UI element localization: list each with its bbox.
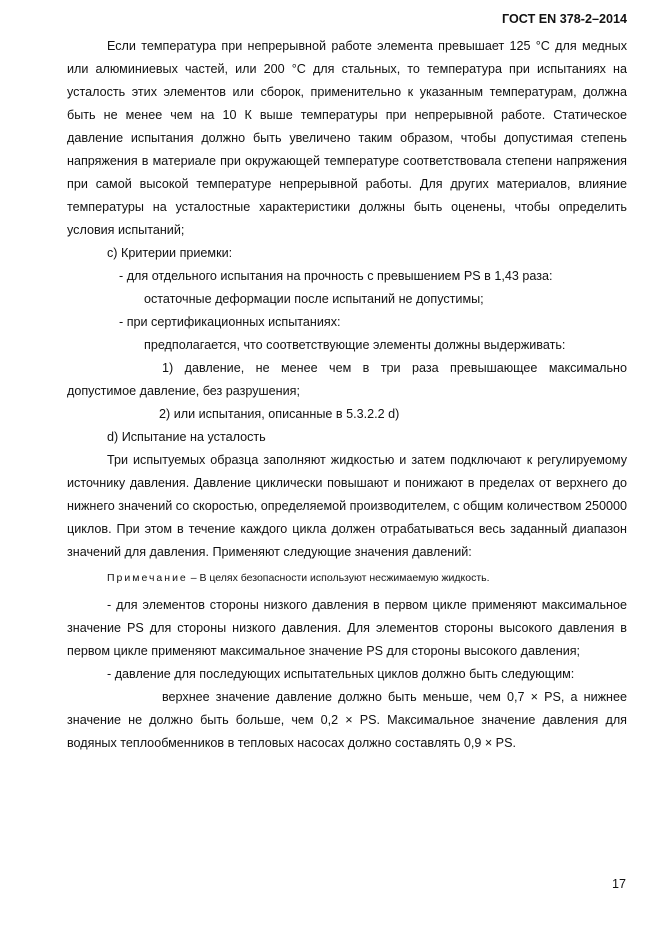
- page-body: [67, 35, 627, 755]
- paragraph-pressure-values: верхнее значение давление должно быть меньше, чем 0,7 × PS, а нижнее значение не должно быть больше, чем 0,2 × PS. Максимальное значение давления для водяных теплообменников в тепловых насосах должно составлять 0,9 × PS.: [67, 690, 627, 750]
- paragraph-fatigue-test: Три испытуемых образца заполняют жидкостью и затем подключают к регулируемому источнику давления. Давление циклически повышают и понижают в пределах от верхнего до нижнего значений со скоростью, определяемой производителем, с общим количеством 250000 циклов. При этом в течение каждого цикла должен отрабатываться весь заданный диапазон значений для давления. Применяют следующие значения давлений:: [67, 453, 627, 559]
- page-number: 17: [611, 877, 626, 891]
- list-item-numbered: 2) или испытания, описанные в 5.3.2.2 d): [159, 407, 400, 421]
- list-item: - для элементов стороны низкого давления в первом цикле применяют максимальное значение PS для стороны низкого давления. Для элементов стороны высокого давления в первом цикле применяют максимальное значение PS для стороны высокого давления;: [67, 598, 627, 658]
- paragraph-temperature: Если температура при непрерывной работе элемента превышает 125 °С для медных или алюминиевых частей, или 200 °С для стальных, то температура при испытаниях на усталость этих элементов или сборок, применительно к указанным температурам, должна быть не менее чем на 10 К выше температуры при непрерывной работе. Статическое давление испытания должно быть увеличено таким образом, чтобы допустимая степень напряжения в материале при окружающей температуре соответствовала степени напряжения при самой высокой температуре непрерывной работы. Для других материалов, влияние температуры на усталостные характеристики должны быть оценены, чтобы определить условия испытаний;: [67, 39, 627, 237]
- note: [107, 568, 627, 588]
- section-d-heading: d) Испытание на усталость: [107, 430, 266, 444]
- list-item: - давление для последующих испытательных циклов должно быть следующим:: [107, 667, 575, 681]
- list-item: - для отдельного испытания на прочность с превышением PS в 1,43 раза:: [119, 269, 553, 283]
- list-item-numbered: 1) давление, не менее чем в три раза превышающее максимально допустимое давление, без разрушения;: [67, 361, 627, 398]
- list-item: - при сертификационных испытаниях:: [119, 315, 341, 329]
- document-header: ГОСТ EN 378-2–2014: [502, 12, 627, 26]
- section-c-heading: c) Критерии приемки:: [107, 246, 233, 260]
- list-item-sub: предполагается, что соответствующие элементы должны выдерживать:: [144, 338, 566, 352]
- note-text: – В целях безопасности используют несжимаемую жидкость.: [187, 572, 490, 584]
- list-item-sub: остаточные деформации после испытаний не допустимы;: [144, 292, 484, 306]
- note-label: Примечание: [107, 572, 188, 584]
